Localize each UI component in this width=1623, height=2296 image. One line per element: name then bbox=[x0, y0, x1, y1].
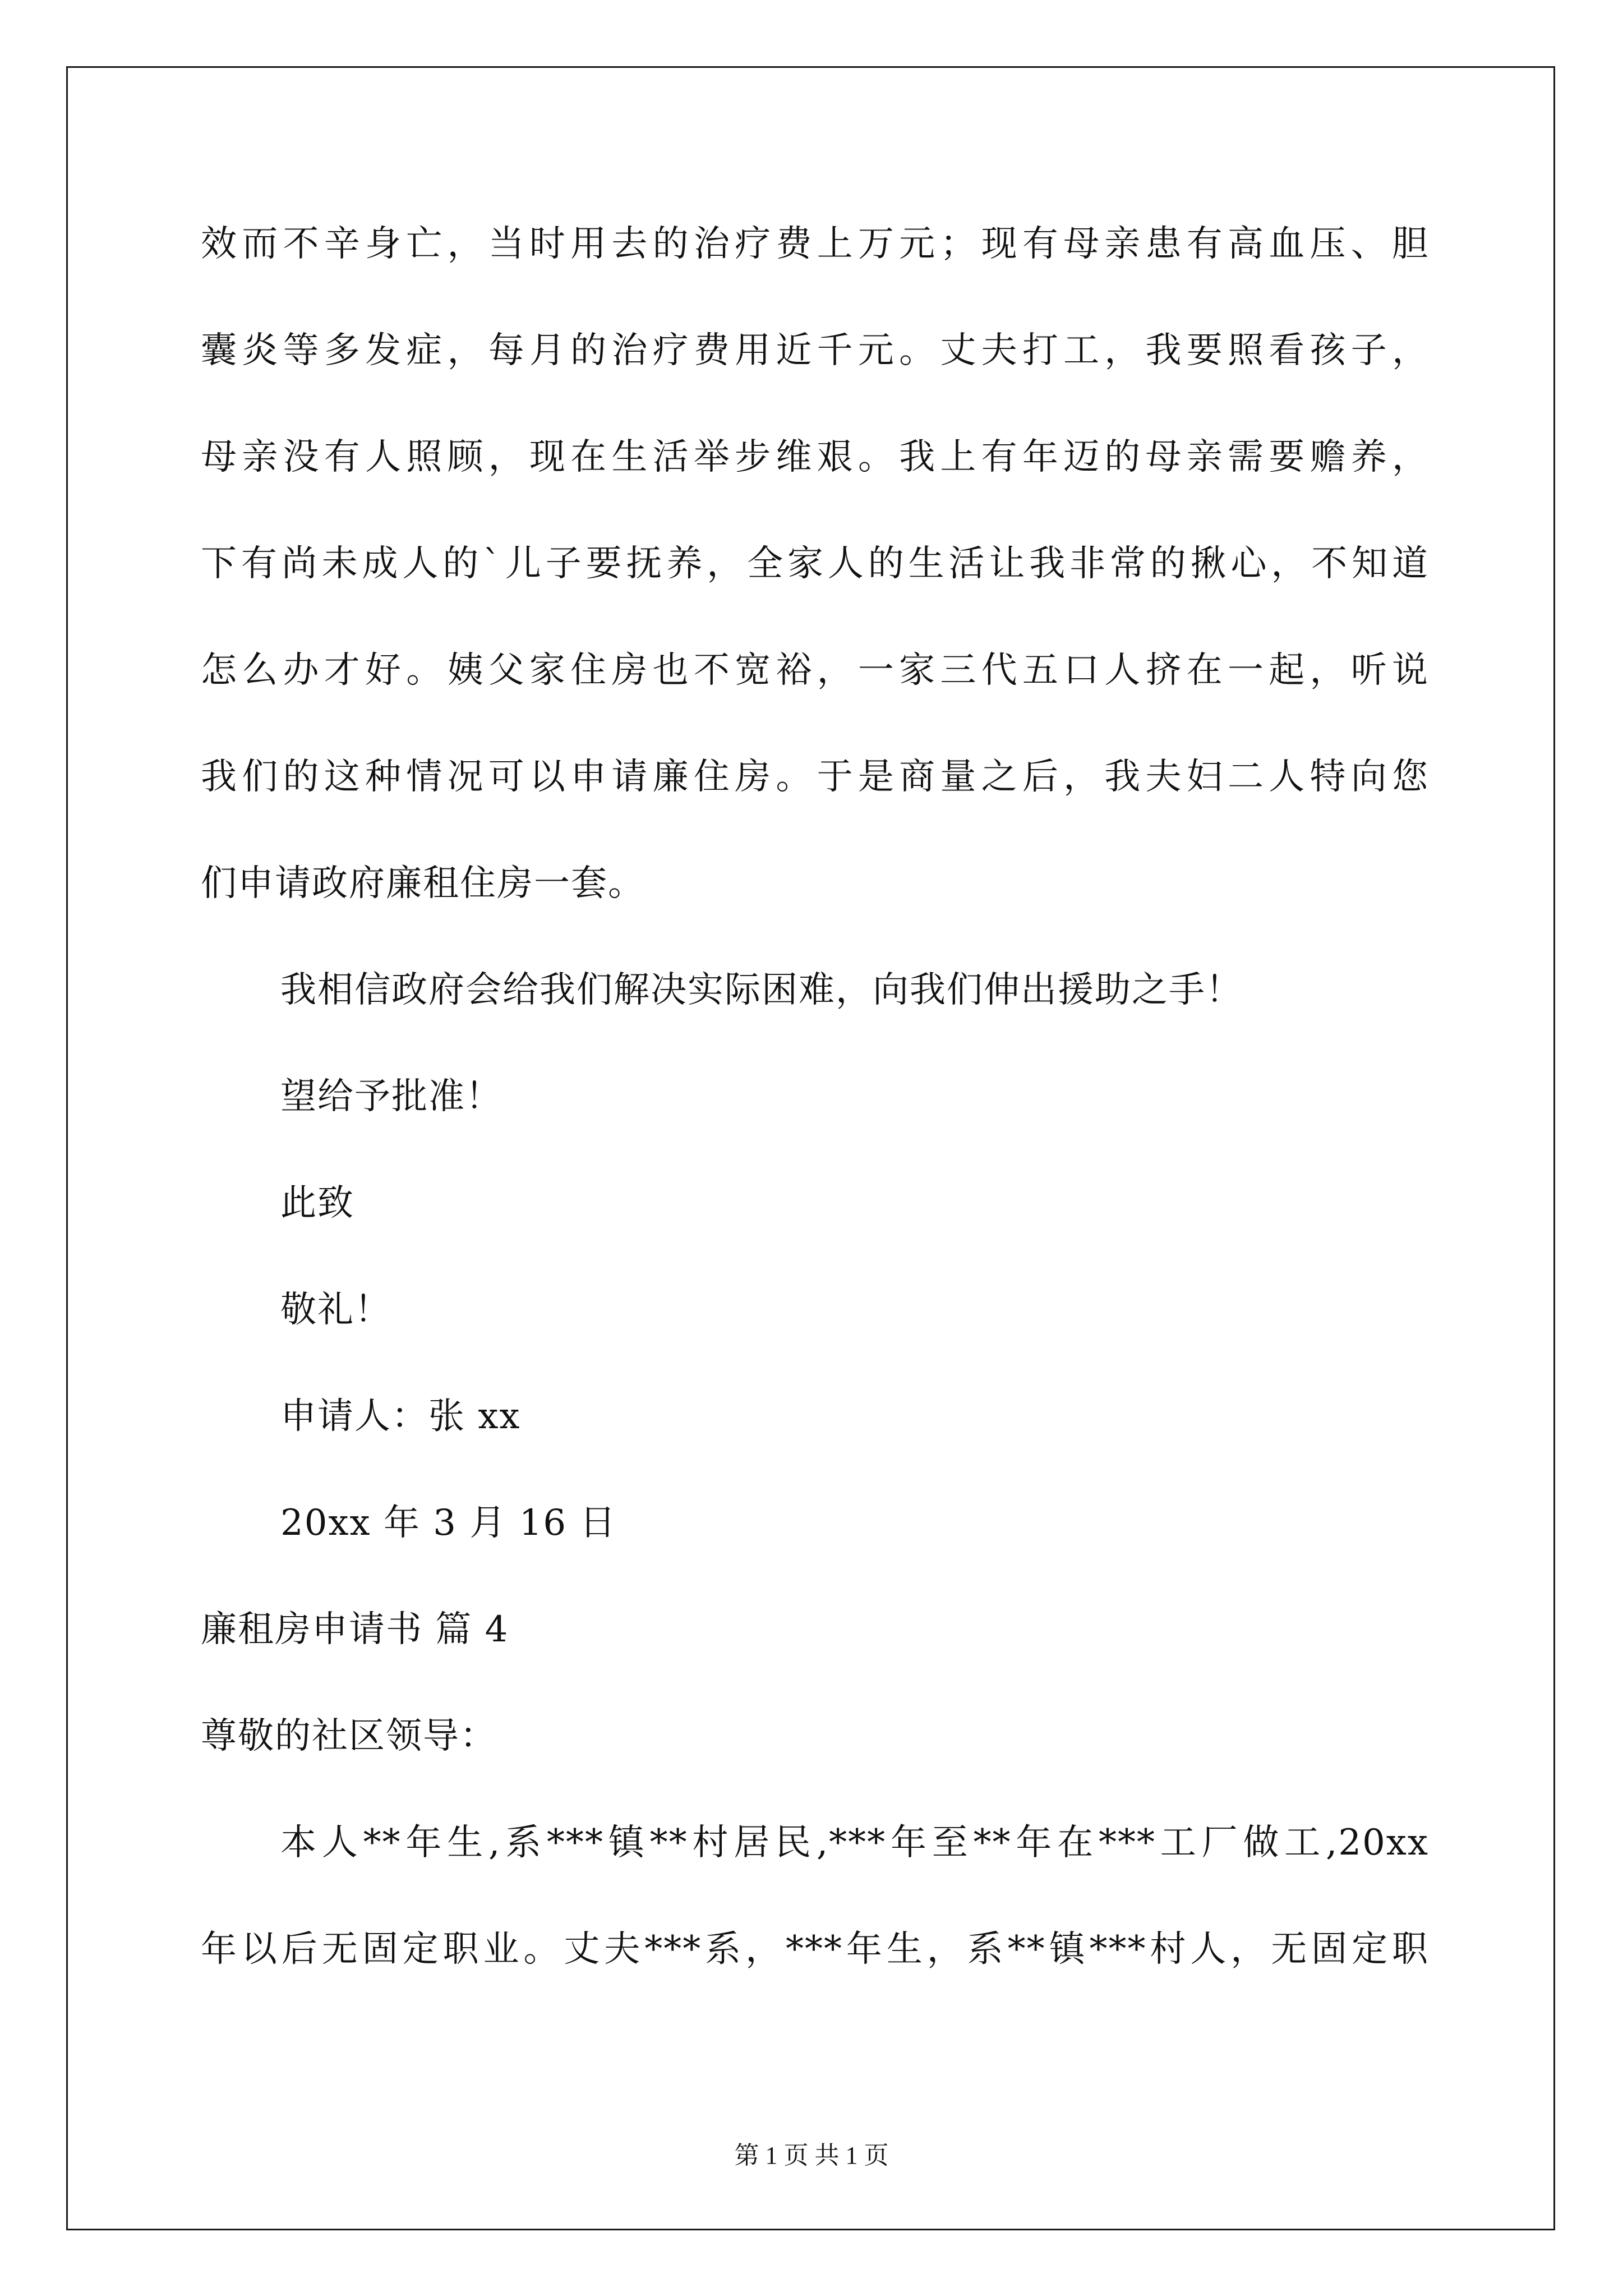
paragraph-line-3: 母亲没有人照顾，现在生活举步维艰。我上有年迈的母亲需要赡养， bbox=[201, 436, 1429, 478]
paragraph-line-2: 囊炎等多发症，每月的治疗费用近千元。丈夫打工，我要照看孩子， bbox=[201, 330, 1429, 371]
closing-cizhi: 此致 bbox=[280, 1182, 354, 1224]
paragraph-line-5: 怎么办才好。姨父家住房也不宽裕，一家三代五口人挤在一起，听说 bbox=[201, 650, 1429, 691]
paragraph-line-6: 我们的这种情况可以申请廉住房。于是商量之后，我夫妇二人特向您 bbox=[201, 756, 1429, 798]
paragraph-line-7: 们申请政府廉租住房一套。 bbox=[201, 863, 645, 904]
date-line: 20xx 年 3 月 16 日 bbox=[280, 1502, 617, 1544]
salutation: 尊敬的社区领导： bbox=[201, 1715, 497, 1757]
paragraph-line-4: 下有尚未成人的`儿子要抚养，全家人的生活让我非常的揪心，不知道 bbox=[201, 543, 1429, 585]
page-footer: 第 1 页 共 1 页 bbox=[734, 2142, 889, 2169]
closing-jingli: 敬礼！ bbox=[280, 1289, 391, 1331]
section-title: 廉租房申请书 篇 4 bbox=[201, 1609, 509, 1650]
applicant-line: 申请人：张 xx bbox=[280, 1396, 521, 1437]
page-border bbox=[66, 66, 1555, 2230]
paragraph-line-1: 效而不辛身亡，当时用去的治疗费上万元；现有母亲患有高血压、胆 bbox=[201, 223, 1429, 265]
belief-line: 我相信政府会给我们解决实际困难，向我们伸出援助之手！ bbox=[280, 969, 1243, 1011]
section4-line-1: 本人**年生,系***镇**村居民,***年至**年在***工厂做工,20xx bbox=[280, 1822, 1429, 1864]
approval-line: 望给予批准！ bbox=[280, 1076, 502, 1117]
section4-line-2: 年以后无固定职业。丈夫***系，***年生，系**镇***村人，无固定职 bbox=[201, 1929, 1429, 1970]
